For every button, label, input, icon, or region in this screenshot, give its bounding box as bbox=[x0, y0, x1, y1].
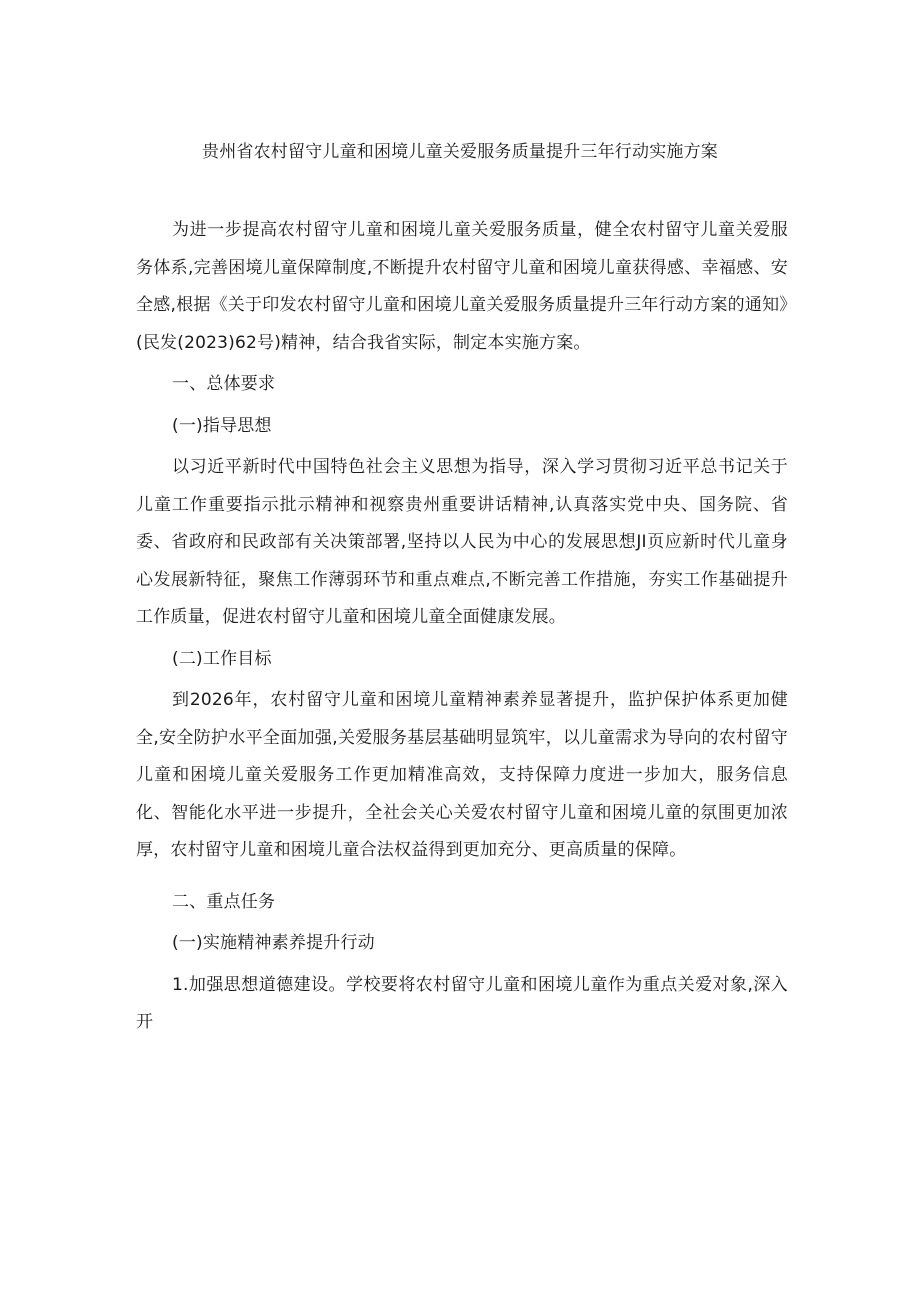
section-heading-general-requirements: 一、总体要求 bbox=[172, 374, 276, 394]
subsection-heading-work-goals: (二)工作目标 bbox=[172, 648, 272, 669]
intro-paragraph: 为进一步提高农村留守儿童和困境儿童关爱服务质量，健全农村留守儿童关爱服务体系,完善困境儿童保障制度,不断提升农村留守儿童和困境儿童获得感、幸福感、安全感,根据《关于印发农村留守儿童和困境儿童关爱服务质量提升三年行动方案的通知》(民发(2023)62号)精神，结合我省实际，制定本实施方案。 bbox=[136, 220, 788, 353]
subsection-heading-spiritual-literacy: (一)实施精神素养提升行动 bbox=[172, 933, 375, 953]
work-goals-paragraph: 到2026年，农村留守儿童和困境儿童精神素养显著提升，监护保护体系更加健全,安全防护水平全面加强,关爱服务基层基础明显筑牢，以儿童需求为导向的农村留守儿童和困境儿童关爱服务工作更加精准高效，支持保障力度进一步加大，服务信息化、智能化水平进一步提升，全社会关心关爱农村留守儿童和困境儿童的氛围更加浓厚，农村留守儿童和困境儿童合法权益得到更加充分、更高质量的保障。 bbox=[136, 690, 788, 860]
document-body bbox=[136, 212, 788, 1042]
document-title: 贵州省农村留守儿童和困境儿童关爱服务质量提升三年行动实施方案 bbox=[202, 142, 718, 162]
subsection-heading-guiding-ideology: (一)指导思想 bbox=[172, 415, 272, 436]
section-heading-key-tasks: 二、重点任务 bbox=[172, 891, 276, 912]
moral-construction-paragraph: 1.加强思想道德建设。学校要将农村留守儿童和困境儿童作为重点关爱对象,深入开 bbox=[136, 974, 788, 1032]
guiding-ideology-paragraph: 以习近平新时代中国特色社会主义思想为指导，深入学习贯彻习近平总书记关于儿童工作重要指示批示精神和视察贵州重要讲话精神,认真落实党中央、国务院、省委、省政府和民政部有关决策部署,坚持以人民为中心的发展思想JI页应新时代儿童身心发展新特征，聚焦工作薄弱环节和重点难点,不断完善工作措施，夯实工作基础提升工作质量，促进农村留守儿童和困境儿童全面健康发展。 bbox=[136, 457, 788, 627]
